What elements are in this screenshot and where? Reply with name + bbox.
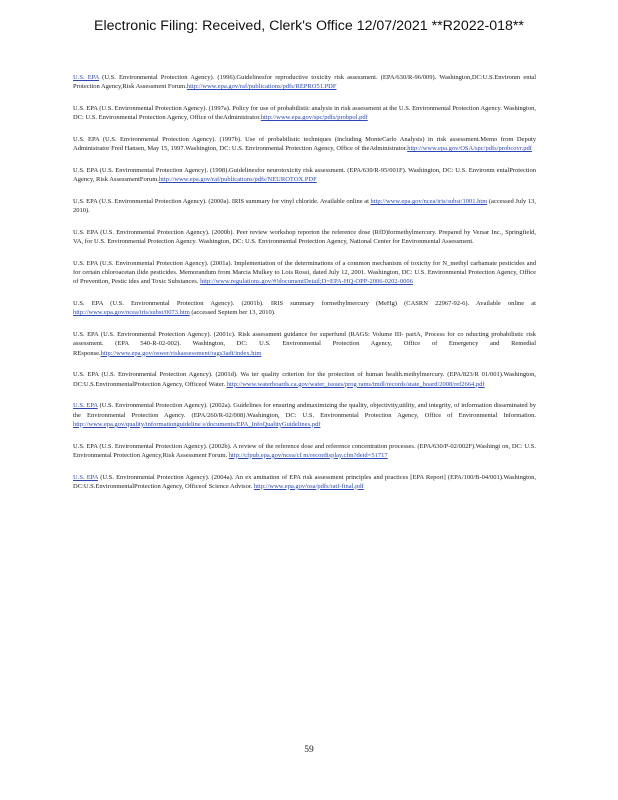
reference-author: U.S. EPA	[73, 105, 98, 112]
reference-text: (U.S. Environmental Protection Agency). (2001b). IRIS summary formethylmercury (MeHg) (CASRN 22967-92-6). Available online at	[103, 300, 536, 308]
reference-entry	[73, 228, 536, 246]
reference-entry	[73, 135, 536, 153]
reference-entry	[73, 330, 536, 358]
filing-header: Electronic Filing: Received, Clerk's Office 12/07/2021 **R2022-018**	[94, 18, 524, 34]
page-number: 59	[304, 745, 314, 755]
reference-link[interactable]: http://www.epa.gov/quality/informationguideline s/documents/EPA_InfoQualityGuidelines.pdf	[73, 420, 321, 428]
reference-list	[73, 73, 536, 504]
reference-link[interactable]: http://www.epa.gov/raf/publications/pdfs/REPRO51.PDF	[186, 83, 337, 91]
reference-author: U.S. EPA	[73, 260, 98, 267]
reference-access-note: (accessed Septem ber 13, 2010).	[189, 309, 276, 317]
reference-entry	[73, 197, 536, 215]
reference-access-note: (accessed July 13, 2010).	[73, 198, 536, 215]
reference-entry	[73, 299, 536, 317]
reference-text: (U.S. Environmental Protection Agency). (1996).Guidelinesfor reproductive toxicity risk assessment. (EPA/630/R-96/009). Washington,DC:U.S.Environm ental Protection Agency,Risk Assessment Forum.	[73, 74, 536, 91]
reference-link[interactable]: http://www.epa.gov/oswer/riskassessment/rags3adt/index.htm	[100, 349, 262, 357]
reference-link[interactable]: http://www.epa.gov/ncea/iris/subst/1001.htm	[370, 198, 488, 205]
reference-entry	[73, 401, 536, 429]
reference-text: (U.S. Environmental Protection Agency). (2001a). Implementation of the determinations of a common mechanism of toxicity for N_methyl carbamate pesticides and for certain chloroacetan ilide pesticides. Memorandum from Marcia Mulkey to Lois Rossi, dated July 12, 2001. Washington, DC: U.S. Environmental Protection Agency, Office of Prevention, Pestic ides and Toxic Substances.	[73, 260, 536, 286]
reference-text: (U.S. Environmental Protection Agency). (2000b). Peer review workshop reporton the reference dose (RfD)formethylmercury. Prepared by Versar Inc., Springfield, VA, for U.S. Environmental Protection Agency. Washington, DC: U.S. Environmental Protection Agency, National Center for Environmental Assessment.	[73, 229, 536, 246]
reference-text: (U.S. Environmental Protection Agency). (2001d). Wa ter quality criterion for the protection of human health.methylmercury. (EPA/823/R 01/001).Washington, DC:U.S.EnvironmentalProtection Agency, Officeof Water.	[73, 371, 536, 388]
reference-entry	[73, 104, 536, 122]
reference-text: (U.S. Environmental Protection Agency). (2002a). Guidelines for ensuring andmaximizing the quality, objectivity,utility, and integrity, of information disseminated by the Environmental Protection Agency. (EPA/260/R-02/008).Washington, DC: U.S. Environmental Protection Agency, Office of Environmental Information.	[73, 402, 536, 419]
reference-link[interactable]: http://www.epa.gov/ncea/iris/subst/0073.htm	[73, 309, 190, 317]
reference-link[interactable]: http://cfpub.epa.gov/ncea/cf m/recordisplay.cfm?deid=51717	[228, 451, 388, 459]
reference-text: (U.S. Environmental Protection Agency). (2004a). An ex amination of EPA risk assessment principles and practices [EPA Report] (EPA/100/B-04/001).Washington, DC:U.S.EnvironmentalProtection Agency, Officeof Science Advisor.	[73, 473, 536, 490]
reference-link[interactable]: http://www.epa.gov/OSA/spc/pdfs/probcovr.pdf	[407, 145, 532, 153]
reference-text: (U.S. Environmental Protection Agency). (2000a). IRIS summary for vinyl chloride. Available online at	[97, 198, 371, 205]
reference-link[interactable]: http://www.epa.gov/spc/pdfs/probpol.pdf	[260, 114, 368, 122]
reference-entry	[73, 166, 536, 184]
reference-author: U.S. EPA	[73, 300, 104, 308]
reference-text: (U.S. Environmental Protection Agency). (1997b). Use of probabilistic techniques (including MonteCarlo Analysis) in risk assessment.Memo from Deputy Administrator Fred Hansen, May 15, 1997.Washington, DC: U.S. Environmental Protection Agency, Office of theAdministrator.	[73, 136, 536, 153]
reference-entry	[73, 259, 536, 287]
reference-author: U.S. EPA	[73, 331, 99, 339]
reference-link[interactable]: http://www.epa.gov/raf/publications/pdfs/NEUROTOX.PDF	[158, 176, 317, 184]
reference-author[interactable]: U.S. EPA	[73, 473, 99, 481]
reference-author: U.S. EPA	[73, 136, 100, 143]
reference-link[interactable]: http://www.regulations.gov/#!documentDetail;D=EPA-HQ-OPP-2006-0202-0006	[200, 278, 413, 286]
reference-author: U.S. EPA	[73, 371, 99, 379]
reference-text: (U.S. Environmental Protection Agency). (2002b). A review of the reference dose and reference concentration processes. (EPA/630/P-02/002F).Washingt on, DC: U.S. Environmental Protection Agency,Risk Assessment Forum.	[73, 442, 536, 459]
reference-entry	[73, 370, 536, 388]
reference-author: U.S. EPA	[73, 229, 99, 236]
reference-text: (U.S. Environmental Protection Agency). (1998).Guidelinesfor neurotoxicity risk assessment. (EPA/630/R-95/001F). Washington, DC: U.S. Environm entalProtection Agency, Risk AssessmentForum.	[73, 167, 536, 184]
reference-author[interactable]: U.S. EPA	[73, 74, 100, 81]
reference-author[interactable]: U.S. EPA	[73, 402, 98, 410]
reference-entry	[73, 73, 536, 91]
reference-link[interactable]: http://www.waterboards.ca.gov/water_issues/prog rams/tmdl/records/state_board/2008/ref2664.pdf	[226, 380, 485, 388]
reference-text: (U.S. Environmental Protection Agency). (1997a). Policy for use of probabilistic analysis in risk assessment at the U.S. Environmental Protection Agency. Washington, DC: U.S. Environmental Protection Agency, Office of theAdministrator.	[73, 105, 536, 122]
reference-author: U.S. EPA	[73, 167, 98, 174]
reference-text: (U.S. Environmental Protection Agency). (2001c). Risk assessment guidance for superfund (RAGS: Volume III- partA, Process for co nducting probabilistic risk assessment. (EPA 540-R-02-002). Washington, DC: U.S. Environmental Protection Agency, Office of Emergency and Remedial REsponse.	[73, 331, 536, 357]
reference-author: U.S. EPA	[73, 198, 98, 205]
reference-link[interactable]: http://www.epa.gov/osa/pdfs/ratf-final.pdf	[253, 482, 364, 490]
reference-entry	[73, 473, 536, 491]
reference-entry	[73, 442, 536, 460]
reference-author: U.S. EPA	[73, 442, 98, 450]
